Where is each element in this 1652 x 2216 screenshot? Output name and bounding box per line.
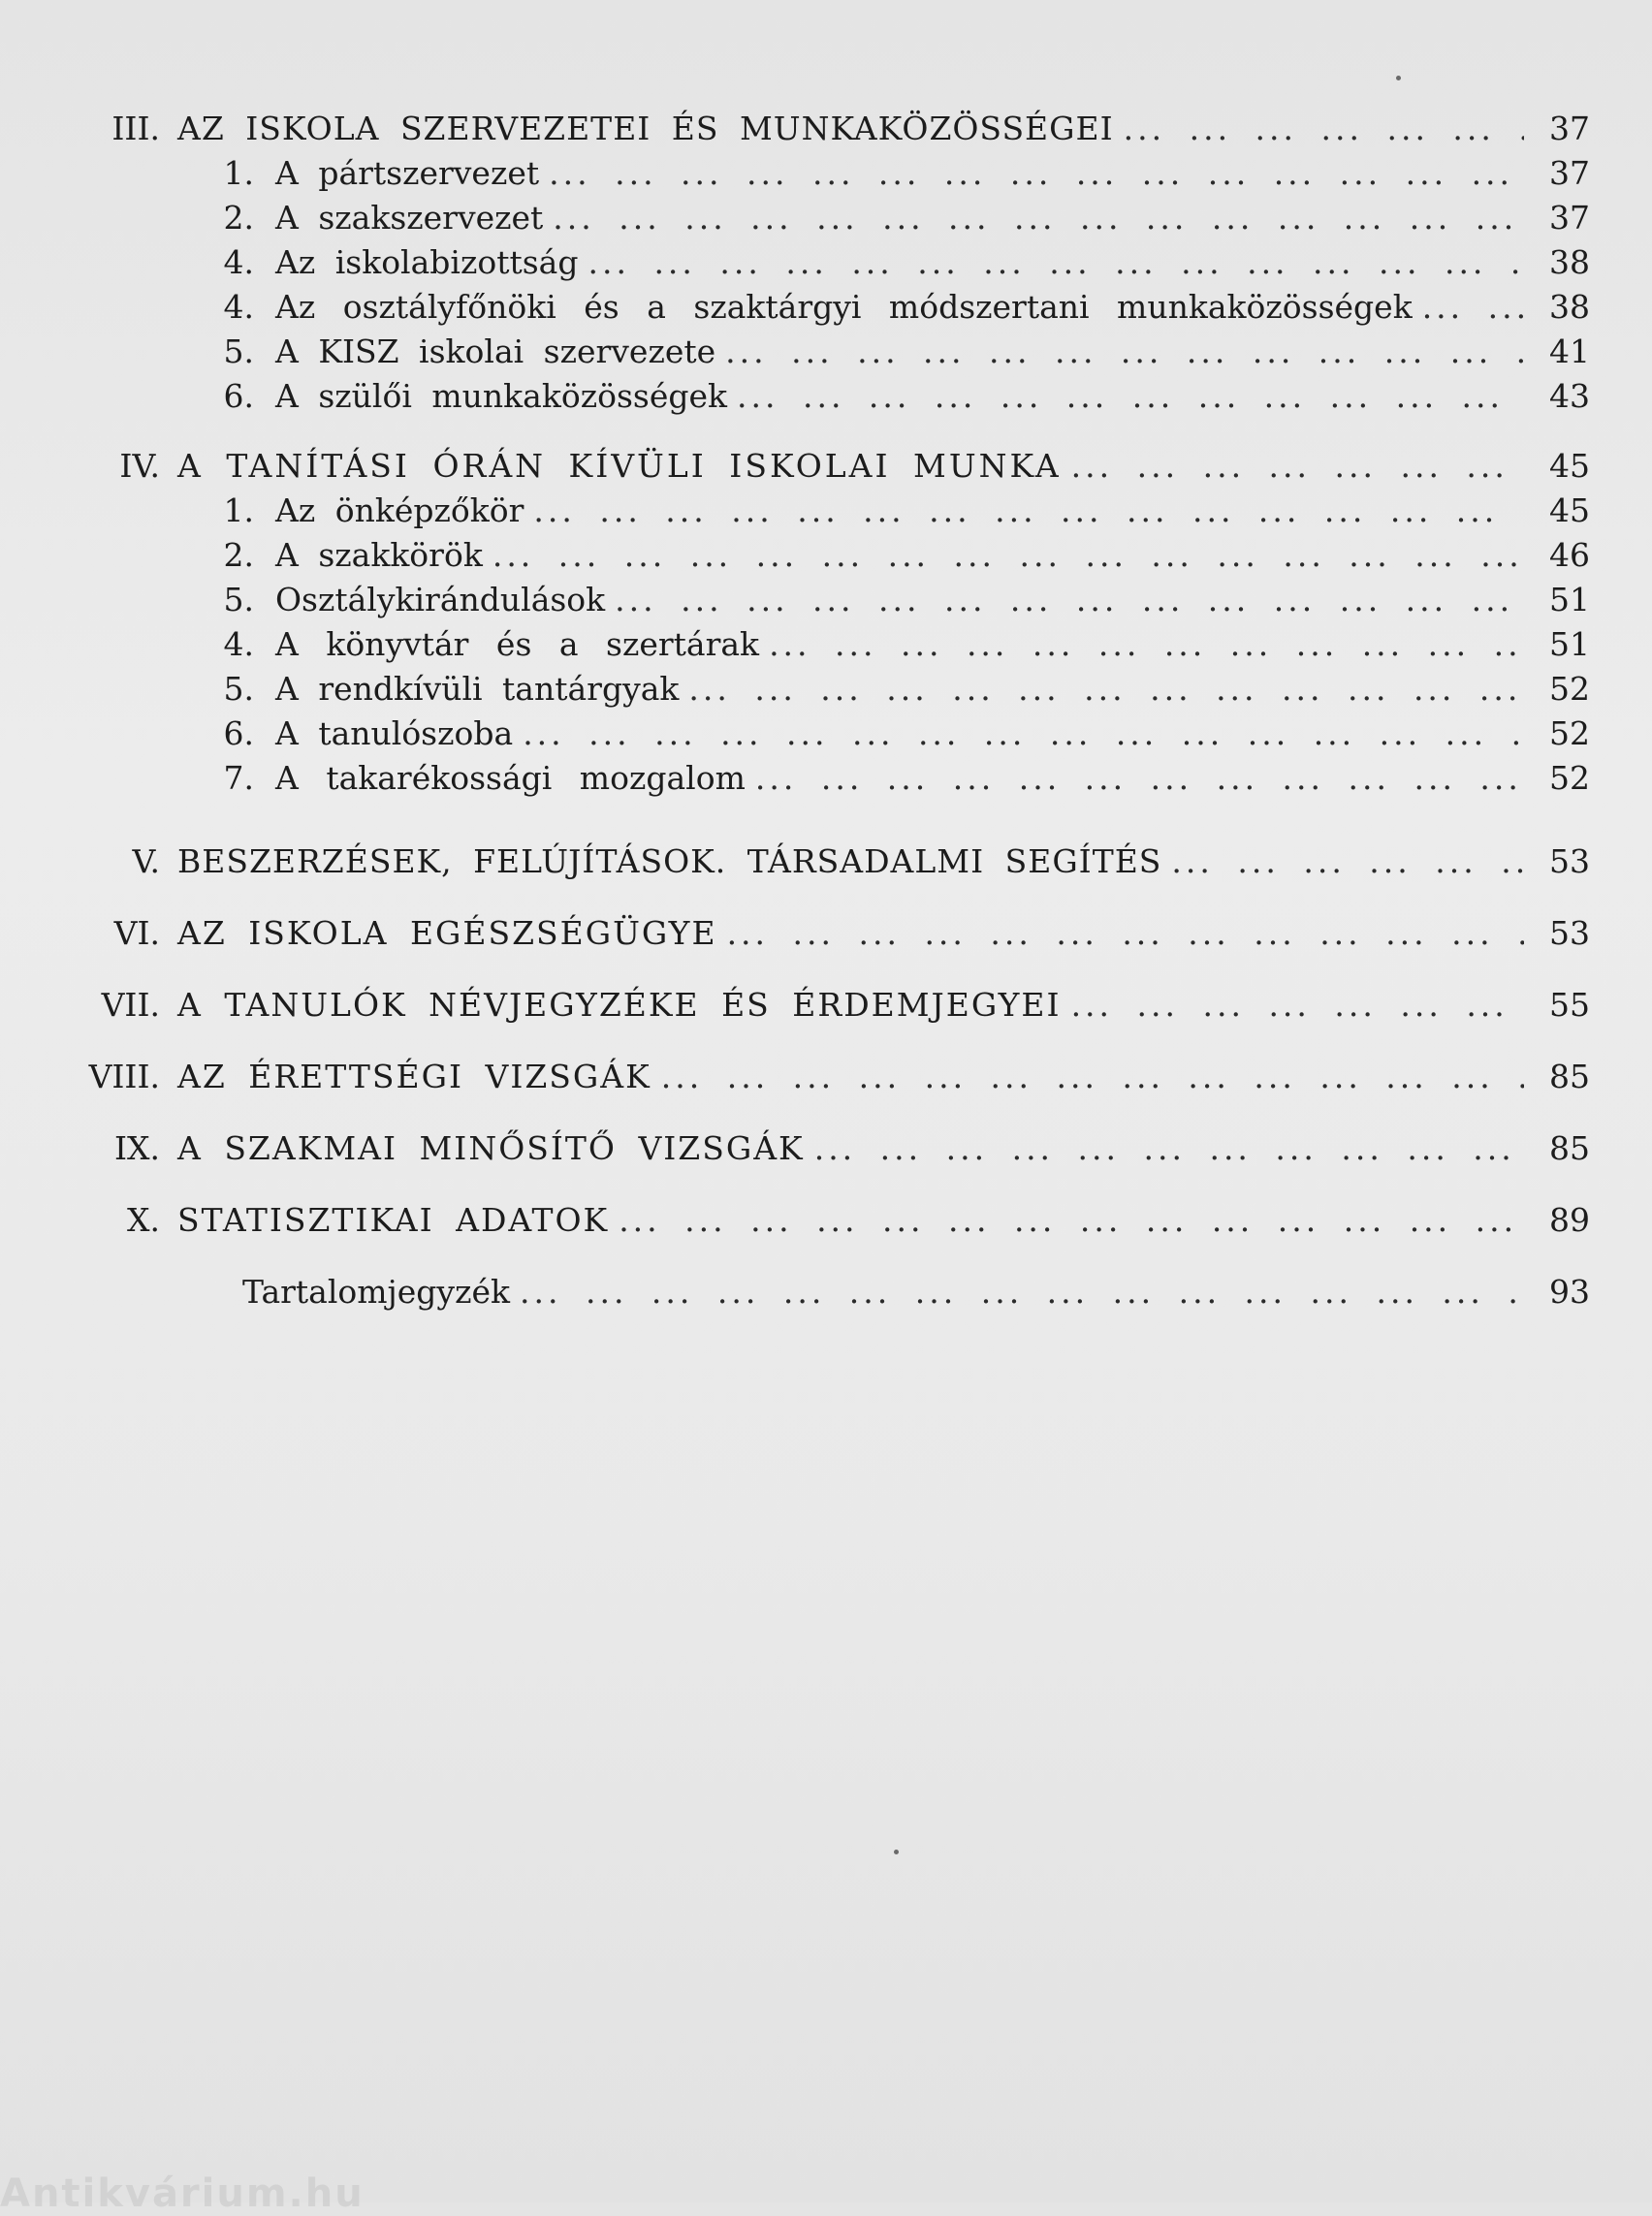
toc-entry <box>0 151 1590 196</box>
toc-entry-number: 7. <box>223 759 254 797</box>
toc-entry-page: 52 <box>1549 670 1590 708</box>
toc-entry-number: 5. <box>223 581 254 618</box>
toc-entry <box>0 1270 1590 1314</box>
toc-entry <box>0 911 1590 956</box>
dust-speck <box>894 1850 899 1854</box>
toc-entry-number: 4. <box>223 625 254 663</box>
toc-entry-title: A SZAKMAI MINŐSÍTŐ VIZSGÁK <box>177 1129 805 1167</box>
toc-entry-number: 5. <box>223 332 254 370</box>
toc-entry-page: 51 <box>1549 625 1590 663</box>
toc-entry-title: Az iskolabizottság <box>275 243 579 281</box>
dot-leader <box>661 1055 1524 1099</box>
toc-entry <box>0 196 1590 240</box>
toc-entry-title: STATISZTIKAI ADATOK <box>177 1201 610 1239</box>
toc-entry-title: A TANULÓK NÉVJEGYZÉKE ÉS ÉRDEMJEGYEI <box>177 986 1062 1024</box>
dot-leader <box>769 622 1524 667</box>
toc-entry-page: 41 <box>1549 332 1590 370</box>
toc-entry-title: Az önképzőkör <box>275 491 524 529</box>
toc-entry <box>0 712 1590 756</box>
toc-entry-title: A szakszervezet <box>275 199 544 237</box>
toc-entry-number: 4. <box>223 288 254 326</box>
toc-entry-title: AZ ISKOLA SZERVEZETEI ÉS MUNKAKÖZÖSSÉGEI <box>177 110 1114 147</box>
toc-entry <box>0 839 1590 884</box>
dot-leader <box>727 911 1524 956</box>
dot-leader <box>588 240 1524 285</box>
watermark: Antikvárium.hu <box>0 2171 365 2216</box>
toc-entry-page: 52 <box>1549 714 1590 752</box>
toc-entry <box>0 444 1590 489</box>
toc-entry-number: 4. <box>223 243 254 281</box>
toc-entry-page: 85 <box>1549 1058 1590 1095</box>
dot-leader <box>1171 839 1524 884</box>
toc-entry-page: 37 <box>1549 199 1590 237</box>
dot-leader <box>725 330 1524 374</box>
toc-entry <box>0 622 1590 667</box>
toc-entry <box>0 983 1590 1028</box>
toc-entry <box>0 285 1590 330</box>
dot-leader <box>688 667 1524 712</box>
toc-entry-title: AZ ÉRETTSÉGI VIZSGÁK <box>177 1058 651 1095</box>
toc-entry-number: 1. <box>223 491 254 529</box>
toc-entry <box>0 1126 1590 1171</box>
dot-leader <box>523 712 1524 756</box>
toc-entry-title: A TANÍTÁSI ÓRÁN KÍVÜLI ISKOLAI MUNKA <box>177 447 1062 485</box>
toc-entry-page: 38 <box>1549 288 1590 326</box>
toc-entry-number: 2. <box>223 199 254 237</box>
toc-entry-title: A rendkívüli tantárgyak <box>275 670 680 708</box>
toc-entry-page: 37 <box>1549 154 1590 192</box>
toc-entry <box>0 330 1590 374</box>
toc-entry-number: 2. <box>223 536 254 574</box>
toc-entry-number: 6. <box>223 714 254 752</box>
toc-entry-page: 85 <box>1549 1129 1590 1167</box>
toc-entry-number: V. <box>132 842 160 880</box>
toc-entry-number: X. <box>127 1201 160 1239</box>
dot-leader <box>1071 444 1524 489</box>
toc-entry-title: BESZERZÉSEK, FELÚJÍTÁSOK. TÁRSADALMI SEGÍTÉS <box>177 842 1162 880</box>
toc-entry-title: AZ ISKOLA EGÉSZSÉGÜGYE <box>177 914 717 952</box>
toc-entry-title: Az osztályfőnöki és a szaktárgyi módszertani munkaközösségek <box>275 288 1413 326</box>
toc-entry <box>0 107 1590 151</box>
dot-leader <box>814 1126 1524 1171</box>
toc-entry <box>0 533 1590 578</box>
toc-entry-number: VI. <box>113 914 160 952</box>
toc-entry-page: 55 <box>1549 986 1590 1024</box>
toc-entry-title: A szakkörök <box>275 536 483 574</box>
dot-leader <box>1422 285 1524 330</box>
toc-entry-page: 38 <box>1549 243 1590 281</box>
dot-leader <box>755 756 1524 801</box>
toc-entry-number: IV. <box>119 447 160 485</box>
toc-entry <box>0 374 1590 419</box>
toc-entry-title: Osztálykirándulások <box>275 581 606 618</box>
dot-leader <box>492 533 1524 578</box>
toc-entry-number: 1. <box>223 154 254 192</box>
toc-entry-page: 37 <box>1549 110 1590 147</box>
toc-entry-page: 53 <box>1549 914 1590 952</box>
dot-leader <box>533 489 1524 533</box>
toc-entry-title: A KISZ iskolai szervezete <box>275 332 716 370</box>
dot-leader <box>737 374 1524 419</box>
toc-entry <box>0 667 1590 712</box>
toc-entry-number: IX. <box>113 1129 160 1167</box>
dot-leader <box>1124 107 1524 151</box>
toc-entry-title: A pártszervezet <box>275 154 540 192</box>
toc-entry <box>0 1055 1590 1099</box>
dot-leader <box>615 578 1524 622</box>
dust-speck <box>1396 76 1401 80</box>
dot-leader <box>520 1270 1524 1314</box>
toc-entry-number: VIII. <box>88 1058 160 1095</box>
dot-leader <box>549 151 1524 196</box>
toc-entry <box>0 578 1590 622</box>
toc-entry-page: 46 <box>1549 536 1590 574</box>
toc-entry <box>0 1198 1590 1243</box>
toc-entry-number: III. <box>111 110 160 147</box>
toc-entry-page: 52 <box>1549 759 1590 797</box>
toc-entry-page: 53 <box>1549 842 1590 880</box>
toc-entry <box>0 756 1590 801</box>
toc-entry-page: 93 <box>1549 1273 1590 1311</box>
toc-entry-number: VII. <box>101 986 160 1024</box>
toc-entry <box>0 489 1590 533</box>
toc-entry <box>0 240 1590 285</box>
toc-entry-page: 45 <box>1549 447 1590 485</box>
toc-entry-title: Tartalomjegyzék <box>242 1273 510 1311</box>
dot-leader <box>619 1198 1524 1243</box>
toc-entry-page: 89 <box>1549 1201 1590 1239</box>
toc-entry-title: A szülői munkaközösségek <box>275 377 727 415</box>
toc-entry-page: 45 <box>1549 491 1590 529</box>
toc-entry-number: 6. <box>223 377 254 415</box>
dot-leader <box>553 196 1524 240</box>
toc-entry-title: A könyvtár és a szertárak <box>275 625 760 663</box>
toc-entry-page: 51 <box>1549 581 1590 618</box>
toc-entry-title: A takarékossági mozgalom <box>275 759 746 797</box>
toc-entry-title: A tanulószoba <box>275 714 514 752</box>
dot-leader <box>1071 983 1524 1028</box>
toc-entry-page: 43 <box>1549 377 1590 415</box>
toc-entry-number: 5. <box>223 670 254 708</box>
